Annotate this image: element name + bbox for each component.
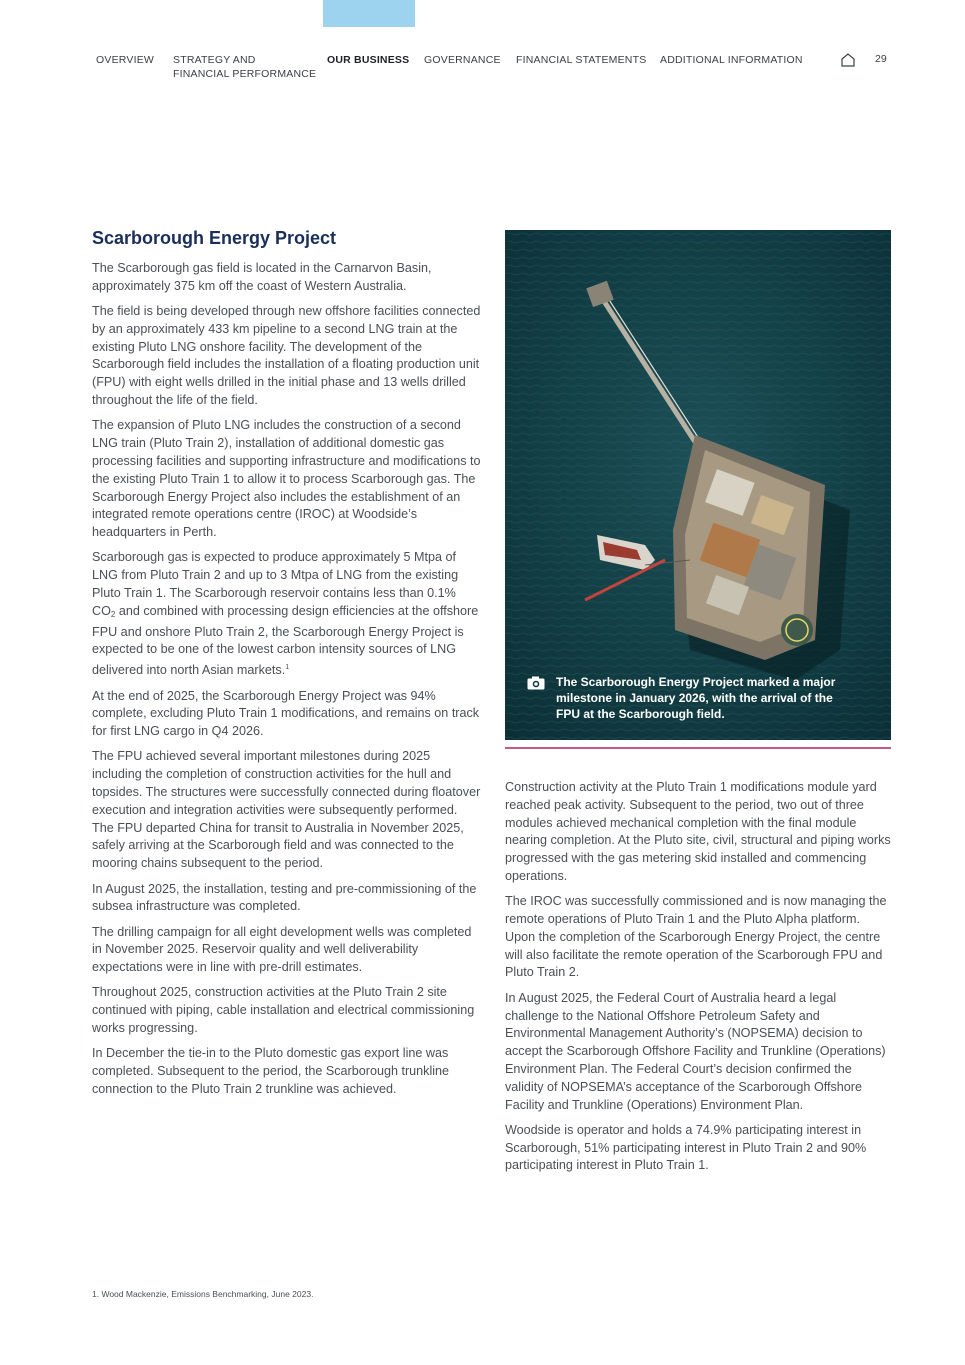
nav-additional-information[interactable]: ADDITIONAL INFORMATION	[660, 54, 803, 66]
top-navigation	[0, 53, 965, 83]
paragraph-expansion: The expansion of Pluto LNG includes the construction of a second LNG train (Pluto Train 2), installation of additional domestic gas processing facilities and supporting infrastructure and modifications to the existing Pluto Train 1 to allow it to process Scarborough gas. The Scarborough Energy Project also includes the establishment of an integrated remote operations centre (IROC) at Woodside’s headquarters in Perth.	[92, 418, 481, 540]
footnote-ref[interactable]: 1	[285, 664, 290, 672]
nav-strategy[interactable]	[173, 53, 316, 81]
nav-our-business[interactable]: OUR BUSINESS	[327, 54, 410, 66]
paragraph-production: Scarborough gas is expected to produce approximately 5 Mtpa of LNG from Pluto Train 2 and up to 3 Mtpa of LNG from the existing Pluto Train 1. The Scarborough reservoir contains less than 0.1% $CO_2$ and combined with processing design efficiencies at the offshore FPU and onshore Pluto Train 2, the Scarborough Energy Project is expected to be one of the lowest carbon intensity sources of LNG delivered into north Asian markets.$^1$	[92, 550, 479, 678]
paragraph-iroc: The IROC was successfully commissioned and is now managing the remote operations of Pluto Train 1 and the Pluto Alpha platform. Upon the completion of the Scarborough Energy Project, the centre will also facilitate the remote operation of the Scarborough FPU and Pluto Train 2.	[505, 894, 887, 980]
photo-caption-text: The Scarborough Energy Project marked a major milestone in January 2026, with the arrival of the FPU at the Scarborough field.	[556, 675, 836, 721]
page-number: 29	[875, 53, 887, 65]
paragraph-location: The Scarborough gas field is located in the Carnarvon Basin, approximately 375 km off the coast of Western Australia.	[92, 261, 432, 293]
nav-financial-statements[interactable]: FINANCIAL STATEMENTS	[516, 54, 647, 66]
left-column	[92, 227, 482, 1106]
nav-strategy-line2: FINANCIAL PERFORMANCE	[173, 68, 317, 80]
article-title: Scarborough Energy Project	[92, 228, 337, 248]
nav-governance[interactable]: GOVERNANCE	[424, 54, 501, 66]
camera-icon	[527, 676, 545, 690]
nav-overview[interactable]: OVERVIEW	[96, 54, 155, 66]
photo-divider	[505, 747, 891, 749]
paragraph-federal-court: In August 2025, the Federal Court of Australia heard a legal challenge to the National Offshore Petroleum Safety and Environmental Management Authority’s (NOPSEMA) decision to accept the Scarborough Offshore Facility and Trunkline (Operations) Environment Plan. The Federal Court’s decision confirmed the validity of NOPSEMA’s acceptance of the Scarborough Offshore Facility and Trunkline (Operations) Environment Plan.	[505, 990, 886, 1112]
paragraph-progress: At the end of 2025, the Scarborough Energy Project was 94% complete, excluding Pluto Train 1 modifications, and remains on track for first LNG cargo in Q4 2026.	[92, 688, 480, 739]
paragraph-subsea: In August 2025, the installation, testing and pre-commissioning of the subsea infrastructure was completed.	[92, 881, 477, 914]
home-icon[interactable]	[840, 52, 856, 68]
paragraph-drilling: The drilling campaign for all eight development wells was completed in November 2025. Reservoir quality and well deliverability expectations were in line with pre-drill estimates.	[92, 924, 472, 975]
paragraph-pluto-train-1: Construction activity at the Pluto Train 1 modifications module yard reached peak activity. Subsequent to the period, two out of three modules achieved mechanical completion with the final module nearing completion. At the Pluto site, civil, structural and piping works progressed with the gas metering skid installed and commencing operations.	[505, 780, 891, 883]
fpu-aerial-photo	[505, 230, 891, 740]
paragraph-participating-interest: Woodside is operator and holds a 74.9% participating interest in Scarborough, 51% participating interest in Pluto Train 2 and 90% participating interest in Pluto Train 1.	[505, 1122, 867, 1173]
footnote: 1. Wood Mackenzie, Emissions Benchmarking, June 2023.	[92, 1289, 314, 1299]
photo-illustration	[505, 230, 891, 740]
right-column	[505, 779, 891, 1183]
paragraph-fpu-milestones: The FPU achieved several important milestones during 2025 including the completion of construction activities for the hull and topsides. The structures were successfully connected during floatover execution and integration activities were subsequently performed. The FPU departed China for transit to Australia in November 2025, safely arriving at the Scarborough field and was connected to the mooring chains subsequent to the period.	[92, 749, 481, 871]
paragraph-tie-in: In December the tie-in to the Pluto domestic gas export line was completed. Subsequent to the period, the Scarborough trunkline connection to the Pluto Train 2 trunkline was achieved.	[92, 1046, 450, 1096]
paragraph-pluto-train-2: Throughout 2025, construction activities at the Pluto Train 2 site continued with piping, cable installation and electrical commissioning works progressing.	[92, 985, 475, 1036]
paragraph-development: The field is being developed through new offshore facilities connected by an approximately 433 km pipeline to a second LNG train at the existing Pluto LNG onshore facility. The development of the Scarborough field includes the installation of a floating production unit (FPU) with eight wells drilled in the initial phase and 13 wells drilled throughout the life of the field.	[92, 304, 481, 408]
active-section-accent	[323, 0, 415, 27]
nav-strategy-line1: STRATEGY AND	[173, 54, 256, 66]
